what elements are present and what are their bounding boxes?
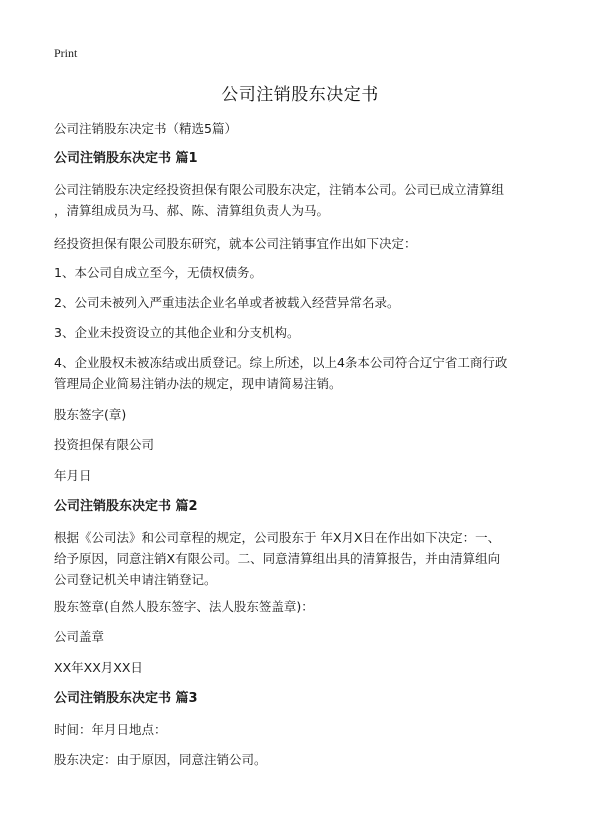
- section-2-date: XX年XX月XX日: [54, 660, 143, 675]
- section-1-list-item: 2、公司未被列入严重违法企业名单或者被载入经营异常名录。: [54, 295, 400, 310]
- section-1-list-item-line: 管理局企业简易注销办法的规定，现申请简易注销。: [54, 376, 342, 391]
- print-link[interactable]: Print: [54, 46, 78, 60]
- section-1-paragraph: 经投资担保有限公司股东研究，就本公司注销事宜作出如下决定：: [54, 236, 417, 251]
- section-1-paragraph-line: ，清算组成员为马、郝、陈、清算组负责人为马。: [54, 203, 330, 218]
- section-2-paragraph-line: 根据《公司法》和公司章程的规定，公司股东于 年X月X日在作出如下决定：一、: [54, 530, 501, 545]
- section-2-signature: 股东签章(自然人股东签字、法人股东签盖章)：: [54, 599, 314, 614]
- section-1-company: 投资担保有限公司: [54, 437, 155, 452]
- document-title: 公司注销股东决定书: [221, 85, 379, 105]
- section-3-line: 时间：年月日地点：: [54, 722, 167, 737]
- section-1-list-item-line: 4、企业股权未被冻结或出质登记。综上所述，以上4条本公司符合辽宁省工商行政: [54, 355, 508, 370]
- section-2-seal: 公司盖章: [54, 629, 105, 644]
- section-2-paragraph-line: 公司登记机关申请注销登记。: [54, 572, 217, 587]
- section-1-paragraph-line: 公司注销股东决定经投资担保有限公司股东决定，注销本公司。公司已成立清算组: [54, 182, 505, 197]
- section-3-heading: 公司注销股东决定书 篇3: [54, 691, 198, 706]
- section-2-heading: 公司注销股东决定书 篇2: [54, 499, 198, 514]
- document-subtitle: 公司注销股东决定书（精选5篇）: [54, 121, 237, 136]
- section-1-list-item: 1、本公司自成立至今，无债权债务。: [54, 265, 262, 280]
- section-1-list-item: 3、企业未投资设立的其他企业和分支机构。: [54, 325, 300, 340]
- section-1-date: 年月日: [54, 468, 92, 483]
- section-1-signature: 股东签字(章): [54, 407, 127, 422]
- section-1-heading: 公司注销股东决定书 篇1: [54, 151, 198, 166]
- section-3-line: 股东决定：由于原因，同意注销公司。: [54, 752, 267, 767]
- section-2-paragraph-line: 给予原因，同意注销X有限公司。二、同意清算组出具的清算报告，并由清算组向: [54, 551, 501, 566]
